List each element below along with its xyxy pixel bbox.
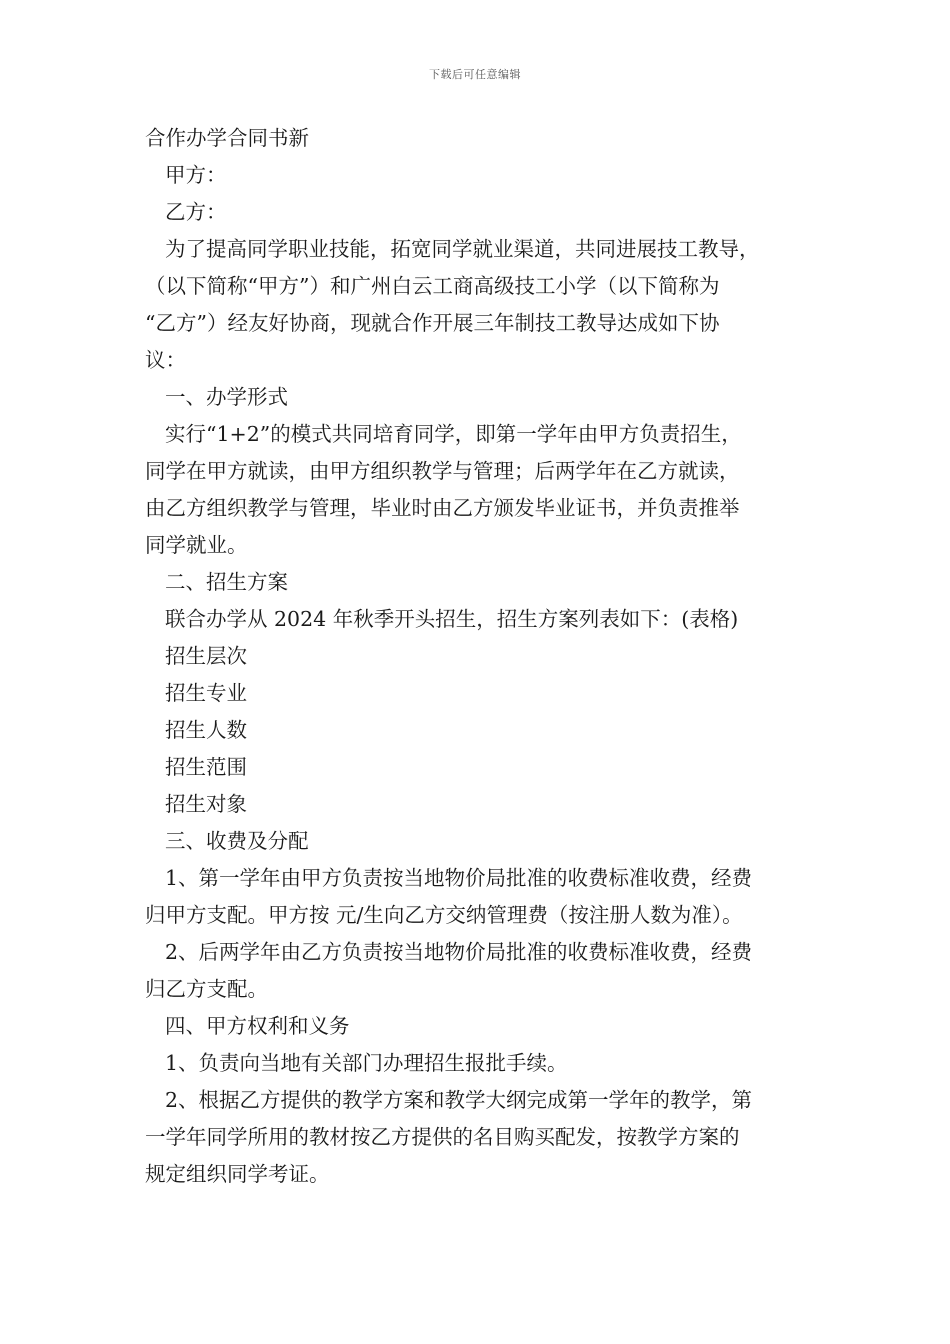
section1-line: 由乙方组织教学与管理，毕业时由乙方颁发毕业证书，并负责推举: [145, 496, 740, 520]
intro-line: 议：: [145, 348, 186, 372]
section4-item1: 1、负责向当地有关部门办理招生报批手续。: [165, 1051, 568, 1075]
section-heading-2: 二、招生方案: [165, 570, 288, 594]
section-heading-1: 一、办学形式: [165, 385, 288, 409]
section-heading-4: 四、甲方权利和义务: [165, 1014, 350, 1038]
recruitment-item: 招生层次: [165, 644, 247, 668]
section3-item1-line: 归甲方支配。甲方按 元/生向乙方交纳管理费（按注册人数为准）。: [145, 903, 743, 927]
section3-item1-line: 1、第一学年由甲方负责按当地物价局批准的收费标准收费，经费: [165, 866, 753, 890]
recruitment-item: 招生对象: [165, 792, 247, 816]
section-heading-3: 三、收费及分配: [165, 829, 309, 853]
intro-line: 为了提高同学职业技能，拓宽同学就业渠道，共同进展技工教导，: [165, 237, 760, 261]
recruitment-item: 招生范围: [165, 755, 247, 779]
section4-item2-line: 一学年同学所用的教材按乙方提供的名目购买配发，按教学方案的: [145, 1125, 740, 1149]
section1-line: 实行“1+2”的模式共同培育同学，即第一学年由甲方负责招生，: [165, 422, 742, 446]
party-a-label: 甲方：: [165, 163, 227, 187]
document-body: [145, 120, 810, 1193]
section2-intro: 联合办学从 2024 年秋季开头招生，招生方案列表如下：(表格): [165, 607, 739, 631]
intro-line: （以下简称“甲方”）和广州白云工商高级技工小学（以下简称为: [145, 274, 720, 298]
party-b-label: 乙方：: [165, 200, 227, 224]
section4-item2-line: 2、根据乙方提供的教学方案和教学大纲完成第一学年的教学，第: [165, 1088, 753, 1112]
section3-item2-line: 2、后两学年由乙方负责按当地物价局批准的收费标准收费，经费: [165, 940, 753, 964]
section4-item2-line: 规定组织同学考证。: [145, 1162, 330, 1186]
page-header-note: 下载后可任意编辑: [429, 68, 521, 81]
intro-line: “乙方”）经友好协商，现就合作开展三年制技工教导达成如下协: [145, 311, 720, 335]
recruitment-item: 招生人数: [165, 718, 247, 742]
section1-line: 同学在甲方就读，由甲方组织教学与管理；后两学年在乙方就读，: [145, 459, 740, 483]
recruitment-item: 招生专业: [165, 681, 247, 705]
document-title: 合作办学合同书新: [145, 126, 309, 150]
section3-item2-line: 归乙方支配。: [145, 977, 268, 1001]
section1-line: 同学就业。: [145, 533, 248, 557]
